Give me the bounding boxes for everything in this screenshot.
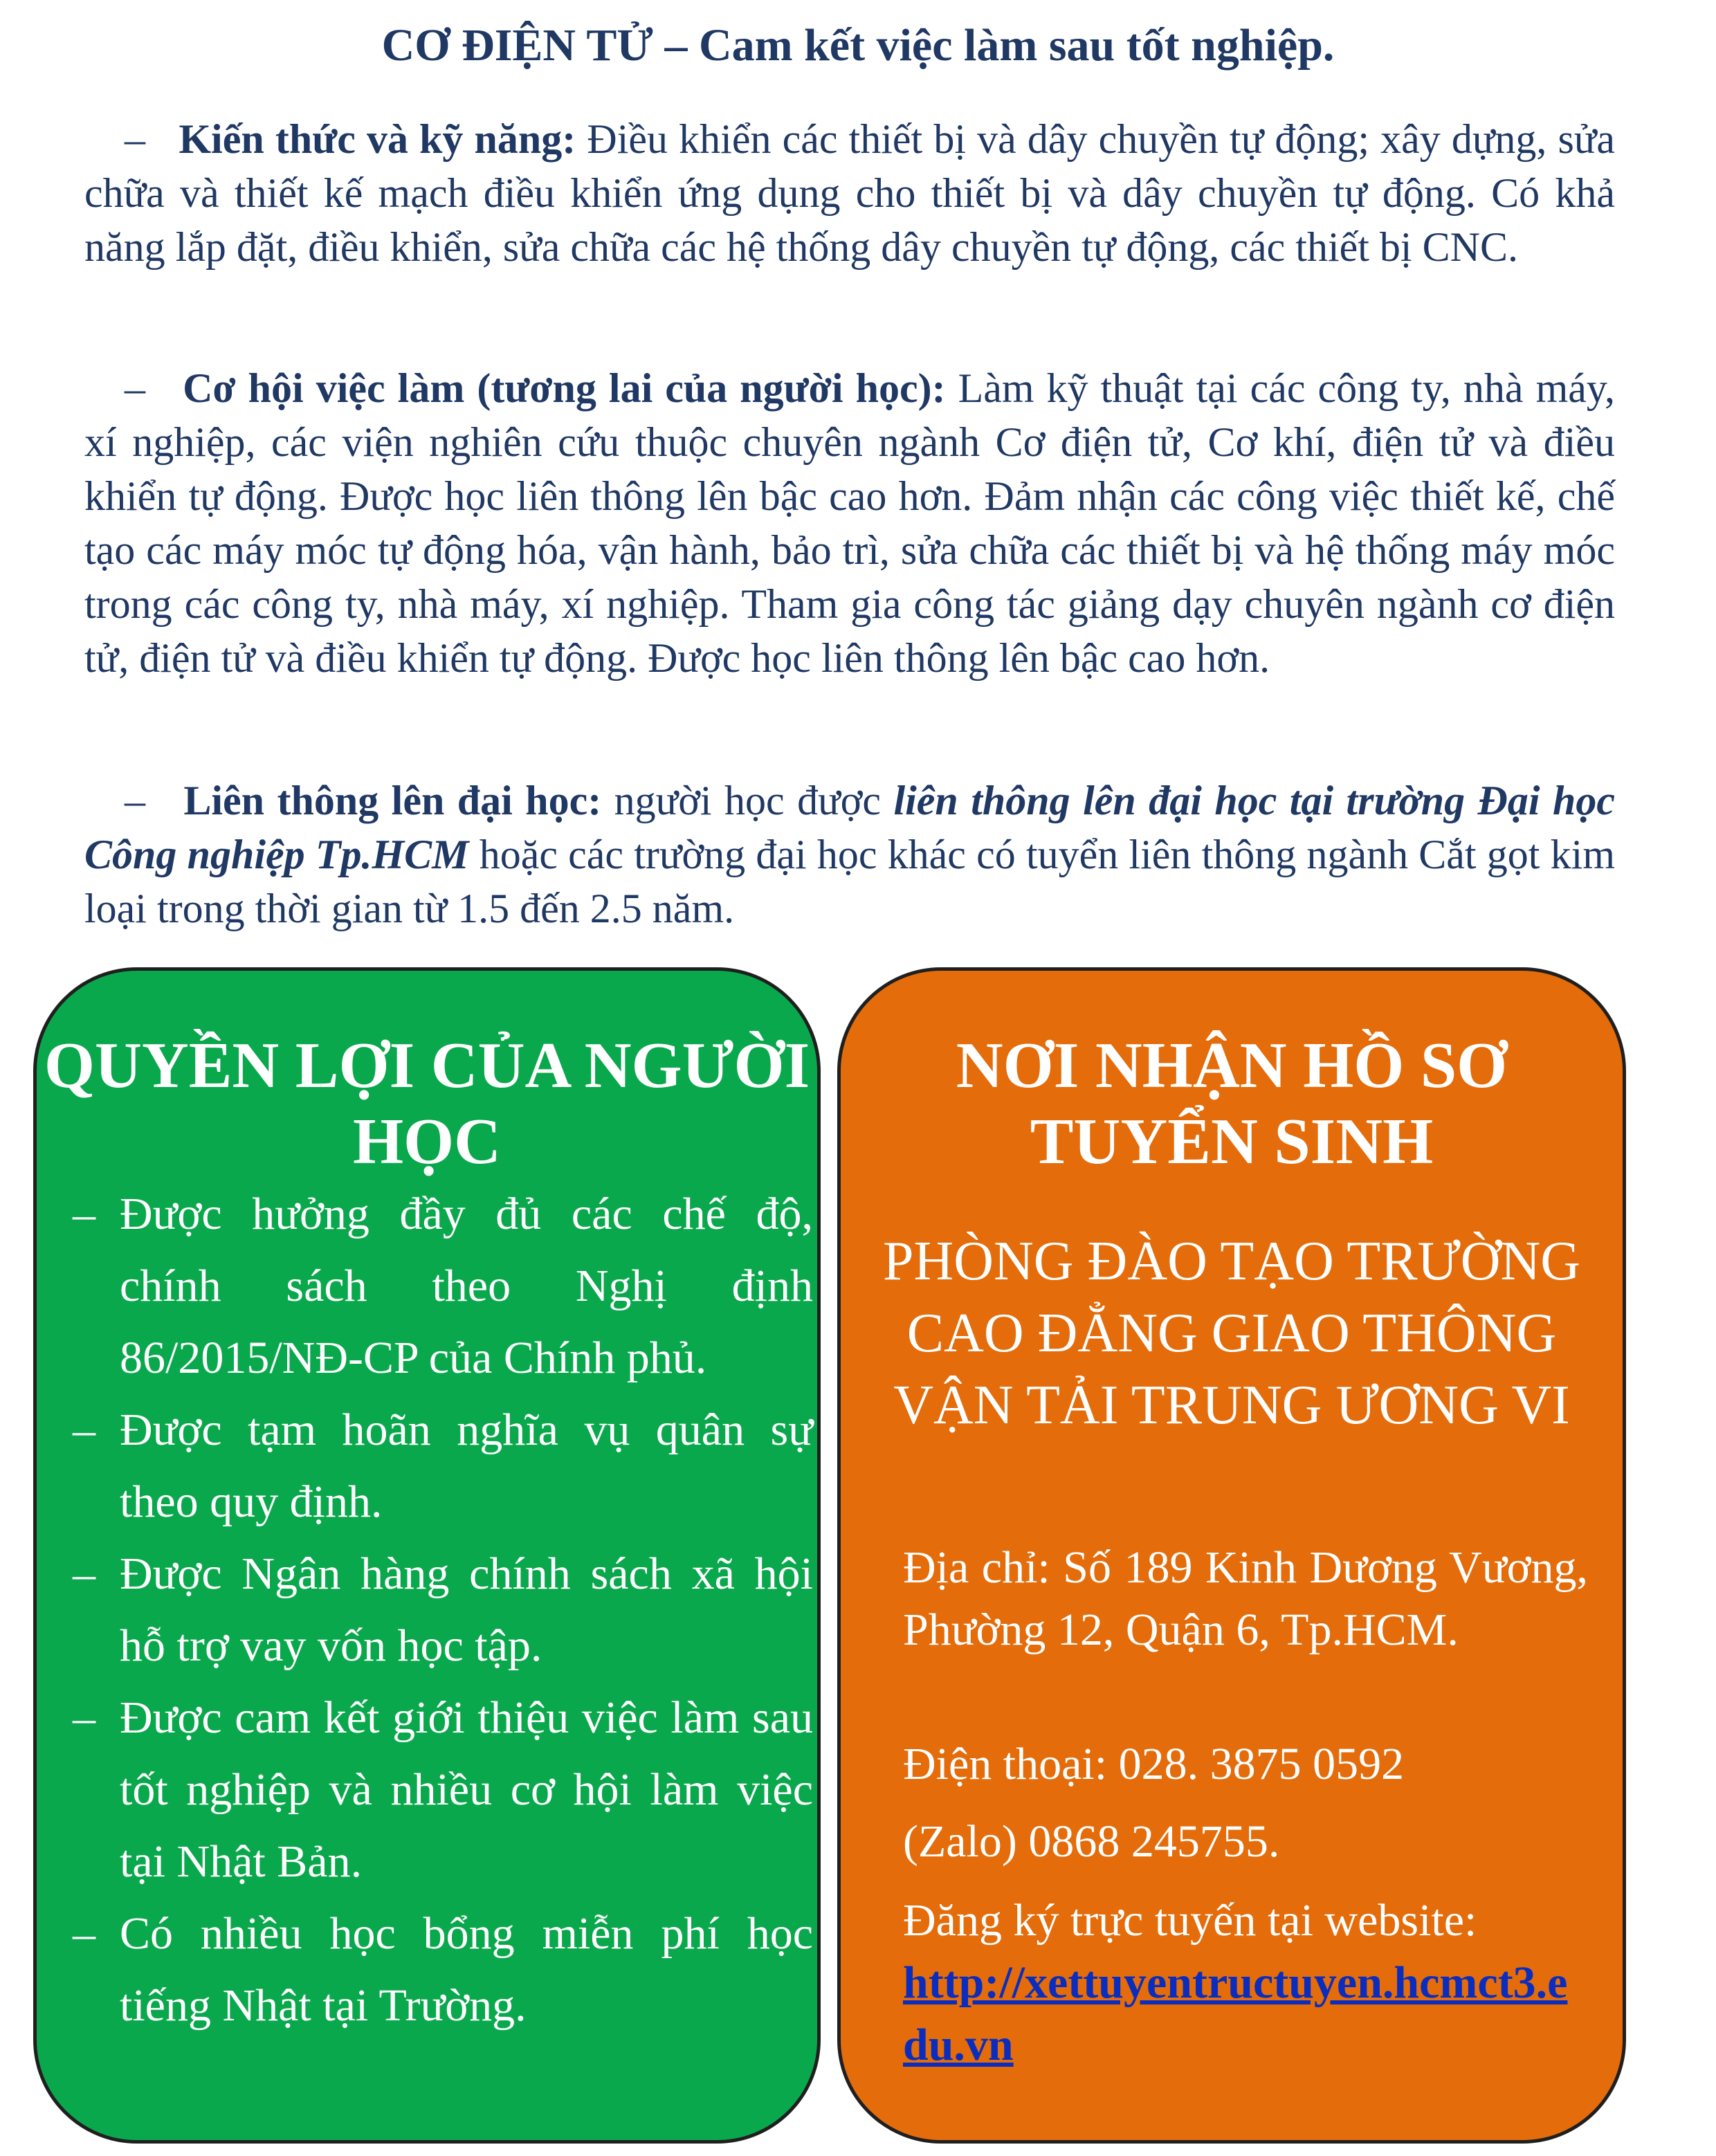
admission-title: NƠI NHẬN HỒ SƠ TUYỂN SINH bbox=[956, 1030, 1508, 1178]
section-emphasis: liên thông lên đại học tại trường Đại học Công nghiệp Tp.HCM bbox=[84, 778, 1615, 877]
list-item-text: Có nhiều học bổng miễn phí học tiếng Nhật tại Trường. bbox=[120, 1908, 813, 2031]
list-item-text: Được Ngân hàng chính sách xã hội hỗ trợ vay vốn học tập. bbox=[120, 1549, 813, 1671]
list-item bbox=[73, 1394, 813, 1538]
dash-marker: – bbox=[125, 778, 145, 823]
phone-text: Điện thoại: 028. 3875 0592 bbox=[903, 1739, 1405, 1789]
section-knowledge-skills bbox=[84, 112, 1615, 274]
benefits-box bbox=[33, 967, 821, 2144]
benefits-title: QUYỀN LỢI CỦA NGƯỜI HỌC bbox=[44, 1030, 810, 1178]
list-item bbox=[73, 1538, 813, 1682]
list-item bbox=[73, 1178, 813, 1394]
section-text: người học được bbox=[601, 778, 894, 823]
section-text: Làm kỹ thuật tại các công ty, nhà máy, xí nghiệp, các viện nghiên cứu thuộc chuyên ngành Cơ điện tử, Cơ khí, điện tử và điều khiển tự động. Được học liên thông lên bậc cao hơn. Đảm nhận các công việc thiết kế, chế tạo các máy móc tự động hóa, vận hành, bảo trì, sửa chữa các thiết bị và hệ thống máy móc trong các công ty, nhà máy, xí nghiệp. Tham gia công tác giảng dạy chuyên ngành cơ điện tử, điện tử và điều khiển tự động. Được học liên thông lên bậc cao hơn. bbox=[84, 365, 1615, 681]
section-label: Kiến thức và kỹ năng: bbox=[179, 116, 576, 162]
address-text: Địa chỉ: Số 189 Kinh Dương Vương, Phường 12, Quận 6, Tp.HCM. bbox=[903, 1542, 1588, 1655]
section-text: hoặc các trường đại học khác có tuyển liên thông ngành Cắt gọt kim loại trong thời gian từ 1.5 đến 2.5 năm. bbox=[84, 832, 1616, 931]
list-item bbox=[73, 1898, 813, 2042]
register-block bbox=[903, 1890, 1588, 2076]
list-item-text: Được hưởng đầy đủ các chế độ, chính sách theo Nghị định 86/2015/NĐ-CP của Chính phủ. bbox=[120, 1189, 813, 1383]
admission-box bbox=[837, 967, 1626, 2144]
section-label: Liên thông lên đại học: bbox=[183, 778, 602, 823]
bullet-marker: – bbox=[73, 1549, 95, 1599]
dash-marker: – bbox=[125, 365, 145, 411]
list-item-text: Được tạm hoãn nghĩa vụ quân sự theo quy định. bbox=[120, 1405, 813, 1527]
bullet-marker: – bbox=[73, 1189, 95, 1239]
section-university-transfer bbox=[84, 774, 1615, 935]
section-text: Điều khiển các thiết bị và dây chuyền tự động; xây dựng, sửa chữa và thiết kế mạch điều khiển ứng dụng cho thiết bị và dây chuyền tự động. Có khả năng lắp đặt, điều khiển, sửa chữa các hệ thống dây chuyền tự động, các thiết bị CNC. bbox=[84, 116, 1616, 270]
office-name: PHÒNG ĐÀO TẠO TRƯỜNG CAO ĐẲNG GIAO THÔNG VẬN TẢI TRUNG ƯƠNG VI bbox=[882, 1231, 1581, 1436]
bullet-marker: – bbox=[73, 1405, 95, 1455]
benefits-list bbox=[73, 1178, 813, 2042]
page-title: CƠ ĐIỆN TỬ – Cam kết việc làm sau tốt nghiệp. bbox=[381, 20, 1335, 71]
section-career-opportunities bbox=[84, 361, 1615, 685]
bullet-marker: – bbox=[73, 1908, 95, 1959]
list-item-text: Được cam kết giới thiệu việc làm sau tốt nghiệp và nhiều cơ hội làm việc tại Nhật Bản. bbox=[120, 1692, 813, 1887]
section-label: Cơ hội việc làm (tương lai của người học): bbox=[183, 365, 946, 411]
bullet-marker: – bbox=[73, 1692, 95, 1743]
website-link[interactable]: http://xettuyentructuyen.hcmct3.edu.vn bbox=[903, 1957, 1568, 2070]
dash-marker: – bbox=[125, 116, 145, 162]
list-item bbox=[73, 1682, 813, 1898]
register-label: Đăng ký trực tuyến tại website: bbox=[903, 1895, 1477, 1946]
zalo-text: (Zalo) 0868 245755. bbox=[903, 1816, 1280, 1867]
